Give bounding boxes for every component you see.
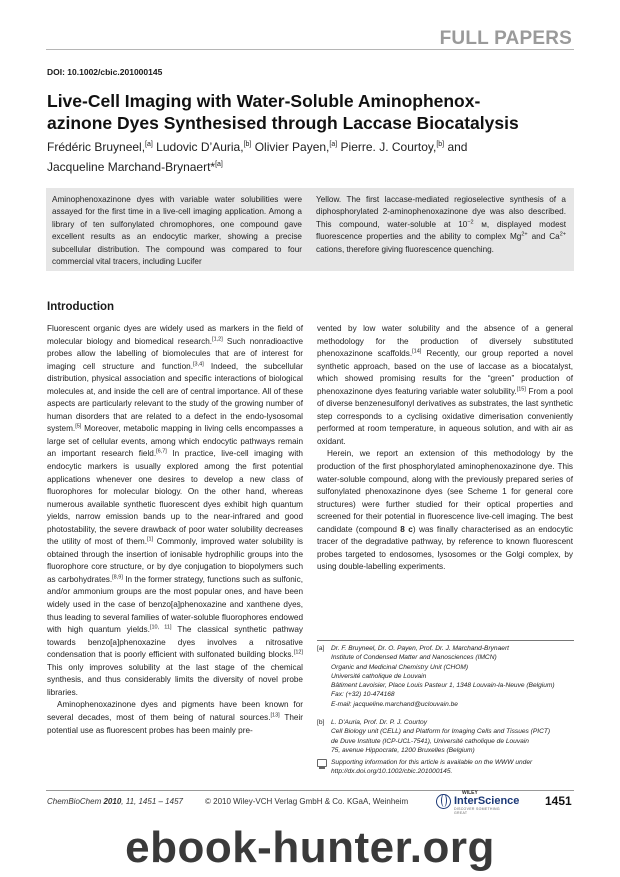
citation[interactable]: [1] bbox=[146, 536, 154, 543]
journal-citation: ChemBioChem 2010, 11, 1451 – 1457 bbox=[47, 797, 183, 806]
author-name: Pierre. J. Courtoy, bbox=[337, 140, 437, 154]
footnote-line: L. D’Auria, Prof. Dr. P. J. Courtoy bbox=[331, 719, 428, 726]
citation[interactable]: [12] bbox=[293, 649, 303, 656]
abstract-box bbox=[46, 188, 574, 271]
citation[interactable]: [13] bbox=[270, 712, 280, 719]
body-column-left bbox=[47, 323, 303, 737]
footnote-affiliation-a bbox=[317, 644, 574, 709]
footnote-line: Fax: (+32) 10-474168 bbox=[331, 691, 395, 699]
author-conjunction: and bbox=[444, 140, 468, 154]
logo-publisher: WILEY bbox=[462, 790, 478, 796]
paragraph: vented by low water solubility and the absence of a general methodology for the production of diversely substituted phenoxazinone scaffolds.[14] Recently, our group reported a novel synthetic approach, based on the use of laccase as a biocatalyst, which showed promising results for the “green” production of phenoxazinone dyes featuring variable water solubility.[15] From a pool of diverse benzenesulfonyl derivatives as substrates, the last synthetic step corresponds to a cyclising oxidative dimerisation conveniently performed at room temperature, in aqueous solution, and with air as oxidant. bbox=[317, 324, 573, 446]
abstract-right-column: Yellow. The first laccase-mediated regioselective synthesis of a diphosphorylated 2-aminophenoxazinone dye was also described. This compound, water-soluble at $10^{-2}$ м, displayed modest fluorescence properties and the ability to complex $Mg^{2+}$ and $Ca^{2+}$ cations, therefore giving fluorescence quenching. bbox=[316, 195, 566, 254]
footnote-line: Organic and Medicinal Chemistry Unit (CHOM) bbox=[331, 663, 469, 671]
footnote-line: Cell Biology unit (CELL) and Platform for Imaging Cells and Tissues (PICT) bbox=[331, 728, 551, 736]
supporting-info-link[interactable]: http://dx.doi.org/10.1002/cbic.201000145. bbox=[331, 768, 453, 776]
footnote-line: Dr. F. Bruyneel, Dr. O. Payen, Prof. Dr. J. Marchand-Brynaert bbox=[331, 645, 509, 652]
logo-brand: InterScience bbox=[454, 795, 520, 807]
title-line-1: Live-Cell Imaging with Water-Soluble Aminophenox- bbox=[47, 91, 481, 111]
footnote-supporting-info bbox=[317, 758, 574, 777]
affiliation-mark[interactable]: [b] bbox=[436, 141, 445, 148]
footnote-line: de Duve Institute (ICP-UCL-7541), Université catholique de Louvain bbox=[331, 737, 529, 745]
author-name: Ludovic D’Auria, bbox=[152, 140, 244, 154]
page-number: 1451 bbox=[545, 794, 572, 808]
globe-icon bbox=[436, 794, 451, 809]
citation[interactable]: [14] bbox=[412, 348, 422, 355]
citation[interactable]: [10, 11] bbox=[149, 624, 172, 631]
footnote-line: Institute of Condensed Matter and Nanosciences (IMCN) bbox=[331, 654, 497, 662]
section-heading: Introduction bbox=[47, 301, 115, 313]
footnote-tag: [b] bbox=[317, 719, 325, 726]
affiliation-mark[interactable]: [a] bbox=[329, 141, 338, 148]
footnote-line: Université catholique de Louvain bbox=[331, 672, 427, 680]
author-list bbox=[47, 136, 587, 176]
logo-tagline: DISCOVER SOMETHING GREAT bbox=[454, 807, 500, 815]
compound-ref: 8 c bbox=[400, 524, 413, 534]
citation[interactable]: [3,4] bbox=[193, 360, 204, 367]
paragraph: Aminophenoxazinone dyes and pigments have been known for several decades, most of them being of natural sources.[13] Their potential use as fluorescent probes has been mainly pre- bbox=[47, 700, 303, 735]
title-line-2: azinone Dyes Synthesised through Laccase Biocatalysis bbox=[47, 113, 519, 133]
interscience-logo[interactable] bbox=[432, 790, 520, 815]
header-divider bbox=[46, 49, 574, 50]
author-name: Frédéric Bruyneel, bbox=[47, 140, 146, 154]
affiliation-mark[interactable]: [a] bbox=[215, 161, 223, 168]
citation[interactable]: [6,7] bbox=[156, 448, 167, 455]
citation[interactable]: [15] bbox=[516, 386, 526, 392]
affiliation-mark[interactable]: [b] bbox=[243, 141, 252, 148]
citation[interactable]: [1,2] bbox=[212, 335, 223, 342]
paragraph: Fluorescent organic dyes are widely used as markers in the field of molecular biology and biomedical research.[1,2] Such nonradioactive probes allow the labelling of biomolecules that are of interest for imaging cell structure and function.[3,4] Indeed, the subcellular distribution, physical association and specific interactions of biological molecules at, and inside the cell are of central importance. All of these aspects are particularly relevant to the study of the growing number of human disorders that are related to a defect in the endo-lysosomal system.[5] Moreover, metabolic mapping in living cells encompasses a large set of cellular events, among which endocytic pathways remain an important research field.[6,7] In practice, live-cell imaging with endocytic markers is usually explored among the first potential applications whenever one desires to develop a new class of fluorophores for molecular biology. On the other hand, whereas numerous available synthetic fluorescent dyes exhibit high quantum yields, narrow emission bands up to the near-infrared and good photostability, the severe drawback of poor water solubility decreases the utility of most of them.[1] Commonly, improved water solubility is obtained through the insertion of ionisable hydrophilic groups into the fluorophore core structure, or by dye conjugation to biopolymers such as carbohydrates.[8,9] In the former strategy, functions such as sulfonic, and/or ammonium groups are the most popular ones, and have been widely used in the case of benzo[a]phenoxazine and xanthene dyes, thus leading to several families of water-soluble fluorophores endowed with high quantum yields.[10, 11] The classical synthetic pathway towards benzo[a]phenoxazine dyes involves a nitrosative condensation that is poorly efficient with sulfonated building blocks.[12] This only improves solubility at the last stage of the chemical synthesis, and thus considerably limits the diversity of novel probe libraries. bbox=[47, 324, 304, 697]
paragraph: Herein, we report an extension of this methodology by the production of the first phosphorylated aminophenoxazinone dye. This water-soluble compound, along with the previously prepared series of sulfonylated phenoxazinone dyes (see Scheme 1 for general core structures) were further studied for their optical properties and screened for their potential in fluorescence live-cell imaging. The best candidate (compound 8 c) was finally characterised as an endocytic tracer of the degradative pathway, by reference to known fluorescent probes targeted to endosomes, lysosomes or the Golgi complex, by using double-labelling experiments. bbox=[317, 449, 573, 572]
section-label: FULL PAPERS bbox=[439, 28, 572, 49]
author-name: Jacqueline Marchand-Brynaert* bbox=[47, 160, 216, 174]
footnote-affiliation-b bbox=[317, 718, 574, 755]
footnote-line: 75, avenue Hippocrate, 1200 Bruxelles (Belgium) bbox=[331, 746, 475, 754]
footnote-email[interactable]: E-mail: jacqueline.marchand@uclouvain.be bbox=[331, 700, 458, 708]
doi[interactable]: DOI: 10.1002/cbic.201000145 bbox=[47, 67, 163, 77]
citation[interactable]: [5] bbox=[75, 423, 82, 430]
footnote-line: Bâtiment Lavoisier, Place Louis Pasteur 1, 1348 Louvain-la-Neuve (Belgium) bbox=[331, 682, 555, 690]
abstract-left-column: Aminophenoxazinone dyes with variable water solubilities were assayed for the first time in a live-cell imaging application. Among a library of ten sulfonylated chromophores, one compound gave excellent results as an endocytic marker, showing a precise subcellular distribution. The compound was compared to four commercial vital tracers, including Lucifer bbox=[52, 195, 302, 267]
computer-icon bbox=[317, 759, 327, 767]
footnote-divider bbox=[317, 640, 574, 641]
author-name: Olivier Payen, bbox=[251, 140, 330, 154]
affiliation-mark[interactable]: [a] bbox=[145, 141, 153, 148]
footnote-line: Supporting information for this article is available on the WWW under bbox=[331, 759, 533, 766]
watermark: ebook-hunter.org bbox=[125, 823, 495, 872]
citation[interactable]: [8,9] bbox=[112, 574, 123, 581]
article-title bbox=[47, 90, 587, 134]
footnote-tag: [a] bbox=[317, 645, 325, 652]
body-column-right bbox=[317, 323, 573, 574]
copyright: © 2010 Wiley-VCH Verlag GmbH & Co. KGaA, Weinheim bbox=[205, 797, 409, 806]
